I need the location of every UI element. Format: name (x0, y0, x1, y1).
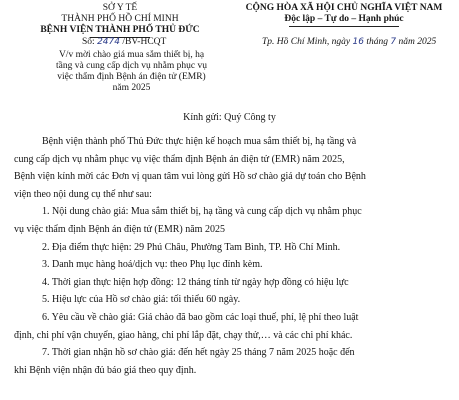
republic-name: CỘNG HÒA XÃ HỘI CHỦ NGHĨA VIỆT NAM (245, 3, 443, 13)
national-header (234, 3, 454, 27)
date-day-handwritten: 16 (352, 37, 364, 47)
date-line (262, 37, 436, 47)
item-1-rest: vụ việc thẩm định Bệnh án điện tử (EMR) năm 2025 (14, 223, 225, 235)
item-5: 5. Hiệu lực của Hồ sơ chào giá: tối thiểu 60 ngày. (42, 294, 241, 306)
hospital-name: BỆNH VIỆN THÀNH PHỐ THỦ ĐỨC (40, 25, 200, 35)
item-6-first: 6. Yêu cầu về chào giá: Giá chào đã bao gồm các loại thuế, phí, lệ phí theo luật (42, 311, 359, 323)
subject-line-1: V/v mời chào giá mua sắm thiết bị, hạ (58, 50, 205, 60)
date-month-prefix: tháng (366, 37, 388, 47)
salutation: Kính gửi: Quý Công ty (183, 112, 276, 123)
intro-line-2: cung cấp dịch vụ nhằm phục vụ việc thẩm định Bệnh án điện tử (EMR) năm 2025, (14, 153, 345, 165)
item-1-first: 1. Nội dung chào giá: Mua sắm thiết bị, hạ tầng và cung cấp dịch vụ nhằm phục (42, 206, 362, 218)
agency-name: SỞ Y TẾ (102, 3, 138, 13)
item-3: 3. Danh mục hàng hoá/dịch vụ: theo Phụ lục đính kèm. (42, 259, 263, 271)
date-prefix: Tp. Hồ Chí Minh, ngày (262, 37, 351, 47)
intro-line-3: Bệnh viện kính mời các Đơn vị quan tâm vui lòng gửi Hồ sơ chào giá dự toán cho Bệnh (14, 171, 366, 183)
letter-body (14, 133, 454, 379)
subject-line-3: việc thẩm định Bệnh án điện tử (EMR) (57, 72, 206, 82)
item-2: 2. Địa điểm thực hiện: 29 Phú Châu, Phường Tam Bình, TP. Hồ Chí Minh. (42, 241, 341, 253)
item-4: 4. Thời gian thực hiện hợp đồng: 12 tháng tính từ ngày hợp đồng có hiệu lực (42, 276, 349, 288)
item-6-rest: định, chi phí vận chuyển, giao hàng, chi phí lắp đặt, chạy thử,… và các chi phí khác. (14, 329, 353, 341)
subject-line-4: năm 2025 (112, 83, 151, 93)
subject-line (44, 50, 219, 94)
doc-number-prefix: Số: (82, 37, 95, 47)
city-name: THÀNH PHỐ HỒ CHÍ MINH (61, 14, 179, 24)
motto-underline (289, 26, 399, 27)
issuer-block (30, 3, 210, 41)
doc-number-suffix: /BV-HCQT (122, 37, 167, 47)
date-month-handwritten: 7 (390, 37, 397, 47)
document-number (82, 37, 166, 47)
item-7-rest: khi Bệnh viện nhận đủ báo giá theo quy định. (14, 364, 197, 376)
doc-number-handwritten: 2474 (97, 37, 120, 47)
item-7-first: 7. Thời gian nhận hồ sơ chào giá: đến hết ngày 25 tháng 7 năm 2025 hoặc đến (42, 347, 355, 359)
intro-line-4: viện theo nội dung cụ thể như sau: (14, 188, 152, 200)
date-year: năm 2025 (398, 37, 437, 47)
national-motto: Độc lập – Tự do – Hạnh phúc (284, 14, 404, 24)
intro-line-1: Bệnh viện thành phố Thủ Đức thực hiện kế hoạch mua sắm thiết bị, hạ tầng và (42, 136, 357, 147)
subject-line-2: tầng và cung cấp dịch vụ nhằm phục vụ (56, 61, 207, 71)
